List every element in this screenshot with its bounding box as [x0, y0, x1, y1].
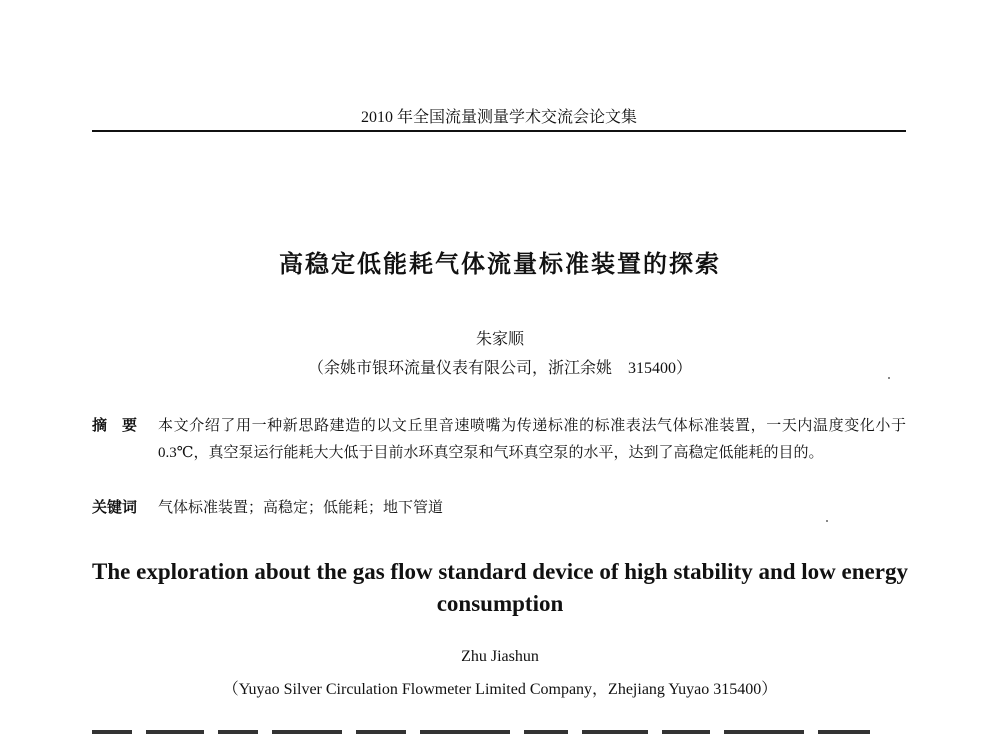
running-header: 2010 年全国流量测量学术交流会论文集 — [360, 109, 637, 126]
chinese-author: 朱家顺 — [475, 331, 524, 348]
chinese-title: 高稳定低能耗气体流量标准装置的探索 — [279, 252, 721, 278]
keywords-label: 关键词 — [92, 500, 138, 516]
keywords-text: 气体标准装置；高稳定；低能耗；地下管道 — [158, 500, 444, 516]
abstract-text: 本文介绍了用一种新思路建造的以文丘里音速喷嘴为传递标准的标准表法气体标准装置，一天内温度变化小于 0.3℃，真空泵运行能耗大大低于目前水环真空泵和气环真空泵的水平，达到了高稳定低能耗的目的。 — [158, 418, 906, 461]
abstract-label: 摘 要 — [92, 418, 138, 434]
header-rule — [92, 130, 906, 132]
english-affiliation: （Yuyao Silver Circulation Flowmeter Limited Company，Zhejiang Yuyao 315400） — [222, 681, 778, 698]
chinese-affiliation: （余姚市银环流量仪表有限公司，浙江余姚 315400） — [307, 360, 692, 377]
cutoff-text-line — [92, 722, 906, 736]
abstract-block — [92, 413, 906, 467]
english-author: Zhu Jiashun — [461, 648, 539, 665]
english-title: The exploration about the gas flow standard device of high stability and low energy consumption — [92, 559, 908, 616]
scan-speck — [826, 520, 828, 522]
keywords-block — [92, 495, 906, 522]
scan-speck — [888, 377, 890, 379]
